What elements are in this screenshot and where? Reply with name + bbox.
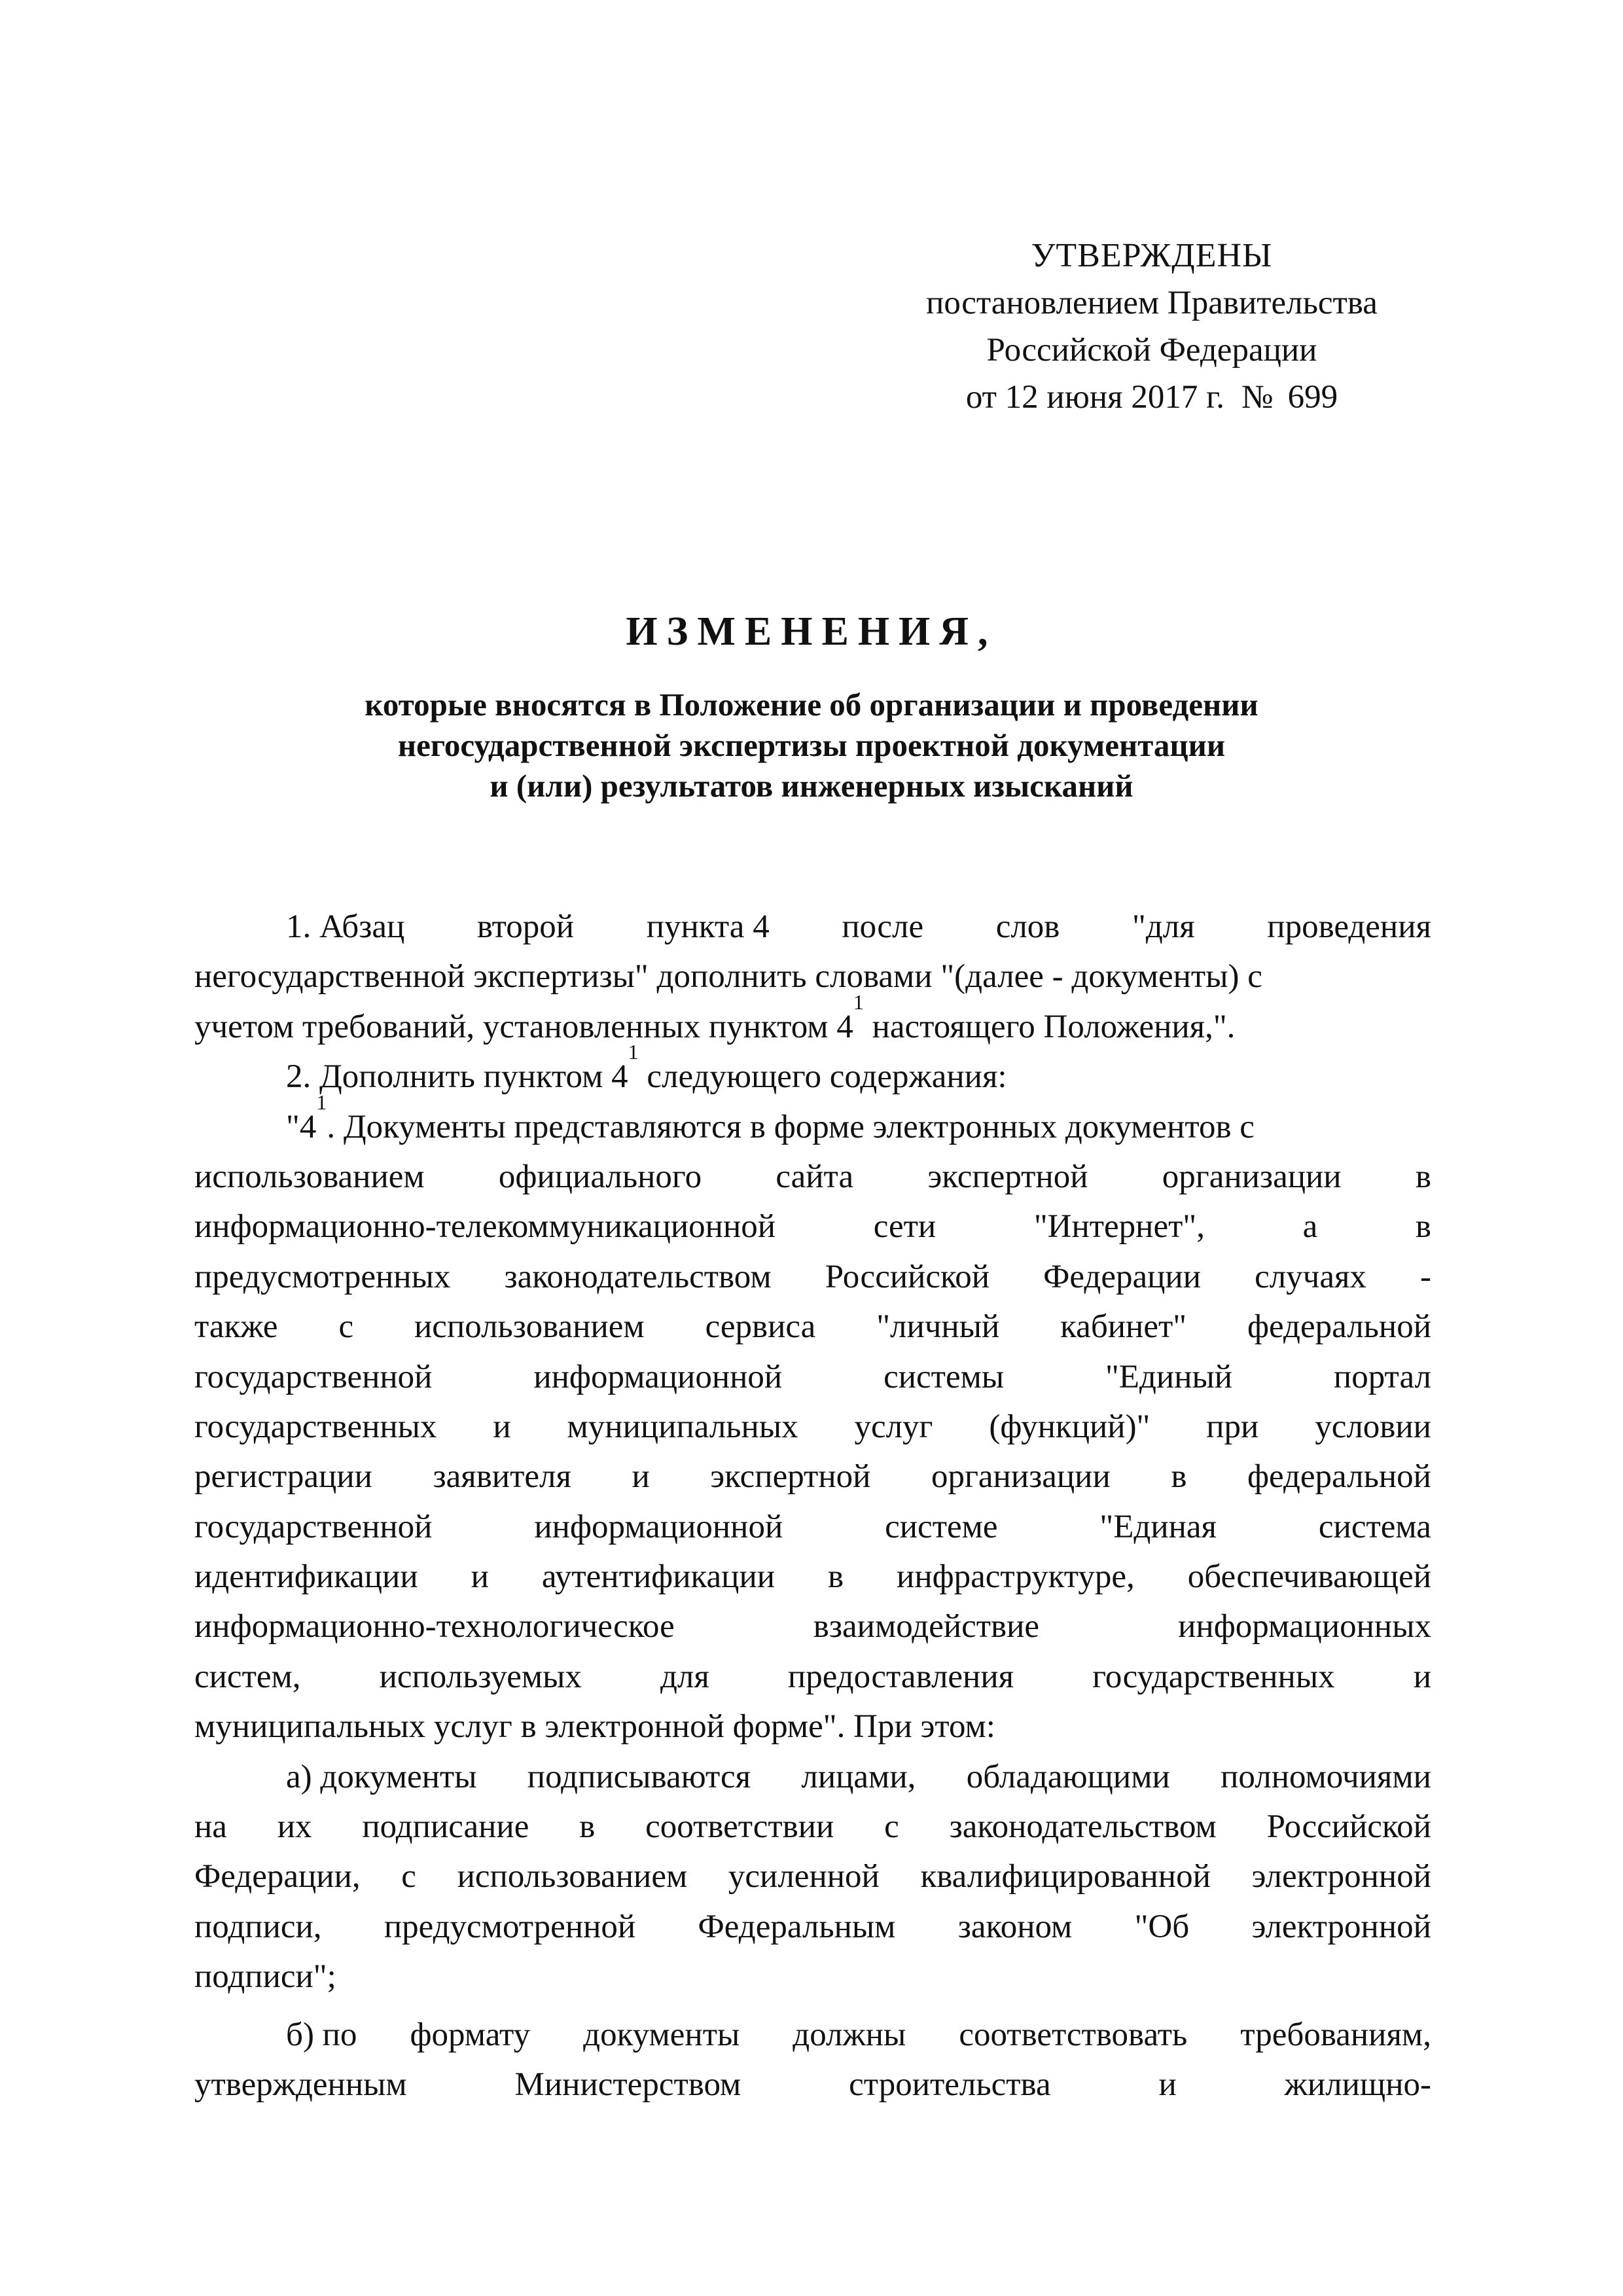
text-line bbox=[194, 1252, 1431, 1302]
text-line: муниципальных услуг в электронной форме". При этом: bbox=[194, 1708, 995, 1746]
word: строительства bbox=[849, 2066, 1051, 2103]
document-title-block bbox=[196, 609, 1427, 806]
subtitle-line: негосударственной экспертизы проектной документации bbox=[397, 727, 1226, 763]
word: слов bbox=[995, 908, 1060, 945]
text-line: учетом требований, установленных пунктом 4 1 настоящего Положения,". bbox=[194, 990, 1236, 1045]
word: федеральной bbox=[1247, 1308, 1431, 1346]
word: соответствии bbox=[645, 1808, 834, 1846]
word: в bbox=[1415, 1208, 1431, 1246]
word: "Единая bbox=[1099, 1508, 1217, 1545]
text-line bbox=[194, 1352, 1431, 1402]
text-line bbox=[194, 1502, 1431, 1552]
word: электронной bbox=[1251, 1858, 1431, 1895]
word: с bbox=[338, 1308, 354, 1346]
word: "личный bbox=[876, 1308, 1000, 1346]
word: услуг bbox=[854, 1408, 933, 1445]
word: Российской bbox=[825, 1258, 990, 1295]
word: Федеральным bbox=[698, 1908, 896, 1945]
word: подписание bbox=[362, 1808, 529, 1846]
word: Министерством bbox=[514, 2066, 741, 2103]
word: и bbox=[632, 1458, 650, 1496]
word: подписываются bbox=[527, 1758, 751, 1795]
approval-number: 699 bbox=[1287, 379, 1338, 416]
approval-number-sign: № bbox=[1241, 379, 1274, 416]
word: и bbox=[1158, 2066, 1177, 2103]
word: Российской bbox=[1266, 1808, 1431, 1846]
word: пункта 4 bbox=[646, 908, 770, 945]
word: организации bbox=[931, 1458, 1111, 1496]
word: предусмотренных bbox=[194, 1258, 451, 1295]
word: система bbox=[1318, 1508, 1431, 1545]
document-subtitle bbox=[196, 685, 1427, 806]
word: информационных bbox=[1178, 1608, 1431, 1645]
word: организации bbox=[1162, 1158, 1342, 1195]
word: в bbox=[1171, 1458, 1187, 1496]
word: государственной bbox=[194, 1508, 433, 1545]
word: информационной bbox=[534, 1508, 783, 1545]
word: электронной bbox=[1251, 1908, 1431, 1945]
word: муниципальных bbox=[567, 1408, 798, 1445]
approval-country: Российской Федерации bbox=[986, 332, 1317, 368]
word: кабинет" bbox=[1060, 1308, 1187, 1346]
word: предоставления bbox=[787, 1658, 1014, 1695]
word: "Единый bbox=[1105, 1358, 1233, 1395]
word: систем, bbox=[194, 1658, 301, 1695]
word: их bbox=[277, 1808, 312, 1846]
word: в bbox=[579, 1808, 596, 1846]
word: и bbox=[1413, 1658, 1431, 1695]
word: заявителя bbox=[433, 1458, 571, 1496]
word: использованием bbox=[457, 1858, 688, 1895]
word: документы bbox=[583, 2016, 740, 2053]
word: квалифицированной bbox=[920, 1858, 1211, 1895]
document-body bbox=[194, 902, 1431, 2109]
word: аутентификации bbox=[541, 1558, 776, 1596]
text-line bbox=[194, 2010, 1431, 2060]
word: экспертной bbox=[710, 1458, 871, 1496]
word: также bbox=[194, 1308, 278, 1346]
word: б) по bbox=[286, 2016, 357, 2053]
word: на bbox=[194, 1808, 227, 1846]
text-line bbox=[194, 1552, 1431, 1602]
word: в bbox=[827, 1558, 844, 1596]
text-line bbox=[194, 1802, 1431, 1852]
word: портал bbox=[1333, 1358, 1431, 1395]
word: утвержденным bbox=[194, 2066, 407, 2103]
word: "Об bbox=[1134, 1908, 1190, 1945]
word: "для bbox=[1132, 908, 1195, 945]
word: Федерации bbox=[1043, 1258, 1201, 1295]
text-line bbox=[194, 1302, 1431, 1352]
word: требованиям, bbox=[1240, 2016, 1431, 2053]
word: федеральной bbox=[1247, 1458, 1431, 1496]
word: законом bbox=[957, 1908, 1073, 1945]
text-line bbox=[194, 1602, 1431, 1651]
text-line bbox=[194, 2060, 1431, 2109]
word: а) документы bbox=[286, 1758, 477, 1795]
word: Федерации, bbox=[194, 1858, 361, 1895]
text-line bbox=[194, 1652, 1431, 1702]
word: при bbox=[1206, 1408, 1259, 1445]
subtitle-line: которые вносятся в Положение об организации и проведении bbox=[365, 687, 1258, 723]
word: использованием bbox=[194, 1158, 425, 1195]
word: информационно-телекоммуникационной bbox=[194, 1208, 776, 1246]
word: сайта bbox=[776, 1158, 854, 1195]
text-line bbox=[194, 1752, 1431, 1802]
word: "Интернет", bbox=[1033, 1208, 1205, 1246]
word: условии bbox=[1315, 1408, 1431, 1445]
word: обладающими bbox=[966, 1758, 1170, 1795]
approval-status: УТВЕРЖДЕНЫ bbox=[1031, 237, 1273, 274]
word: проведения bbox=[1267, 908, 1431, 945]
word: сети bbox=[873, 1208, 936, 1246]
approval-date: от 12 июня 2017 г. bbox=[965, 379, 1224, 416]
word: использованием bbox=[414, 1308, 645, 1346]
word: регистрации bbox=[194, 1458, 372, 1496]
word: для bbox=[660, 1658, 709, 1695]
word: (функций)" bbox=[989, 1408, 1150, 1445]
word: государственной bbox=[194, 1358, 433, 1395]
text-line: подписи"; bbox=[194, 1958, 336, 1996]
word: законодательством bbox=[949, 1808, 1217, 1846]
word: идентификации bbox=[194, 1558, 418, 1596]
word: и bbox=[493, 1408, 511, 1445]
word: информационной bbox=[533, 1358, 783, 1395]
word: - bbox=[1420, 1258, 1431, 1295]
word: лицами, bbox=[801, 1758, 916, 1795]
word: государственных bbox=[194, 1408, 437, 1445]
word: экспертной bbox=[927, 1158, 1088, 1195]
word: в bbox=[1415, 1158, 1431, 1195]
word: случаях bbox=[1255, 1258, 1366, 1295]
text-line bbox=[194, 1452, 1431, 1501]
text-line bbox=[194, 1902, 1431, 1952]
word: системы bbox=[883, 1358, 1005, 1395]
subtitle-line: и (или) результатов инженерных изысканий bbox=[490, 768, 1133, 804]
word: обеспечивающей bbox=[1187, 1558, 1431, 1596]
word: системе bbox=[885, 1508, 998, 1545]
approval-date-line bbox=[857, 374, 1446, 421]
word: инфраструктуре, bbox=[897, 1558, 1135, 1596]
word: 1. Абзац bbox=[286, 908, 405, 945]
text-line: "4 1 . Документы представляются в форме электронных документов с bbox=[286, 1090, 1255, 1145]
word: информационно-технологическое bbox=[194, 1608, 675, 1645]
word: с bbox=[884, 1808, 899, 1846]
word: с bbox=[401, 1858, 416, 1895]
word: используемых bbox=[379, 1658, 582, 1695]
word: государственных bbox=[1092, 1658, 1335, 1695]
word: и bbox=[471, 1558, 489, 1596]
word: соответствовать bbox=[959, 2016, 1188, 2053]
approval-issuer: постановлением Правительства bbox=[926, 285, 1378, 321]
word: законодательством bbox=[504, 1258, 772, 1295]
word: полномочиями bbox=[1221, 1758, 1431, 1795]
word: предусмотренной bbox=[383, 1908, 636, 1945]
word: подписи, bbox=[194, 1908, 322, 1945]
word: второй bbox=[476, 908, 575, 945]
word: должны bbox=[793, 2016, 906, 2053]
word: формату bbox=[410, 2016, 531, 2053]
text-line: негосударственной экспертизы" дополнить словами "(далее - документы) с bbox=[194, 958, 1262, 996]
document-title: ИЗМЕНЕНИЯ, bbox=[626, 609, 997, 654]
word: официального bbox=[498, 1158, 702, 1195]
word: а bbox=[1302, 1208, 1318, 1246]
text-line bbox=[194, 1202, 1431, 1251]
approval-stamp bbox=[857, 232, 1446, 421]
word: усиленной bbox=[728, 1858, 880, 1895]
word: взаимодействие bbox=[813, 1608, 1040, 1645]
text-line bbox=[194, 902, 1431, 952]
word: сервиса bbox=[705, 1308, 816, 1346]
text-line bbox=[194, 1852, 1431, 1901]
word: жилищно- bbox=[1284, 2066, 1431, 2103]
text-line: 2. Дополнить пунктом 4 1 следующего содержания: bbox=[286, 1040, 1007, 1096]
text-line bbox=[194, 1402, 1431, 1452]
word: после bbox=[842, 908, 924, 945]
text-line bbox=[194, 1152, 1431, 1202]
